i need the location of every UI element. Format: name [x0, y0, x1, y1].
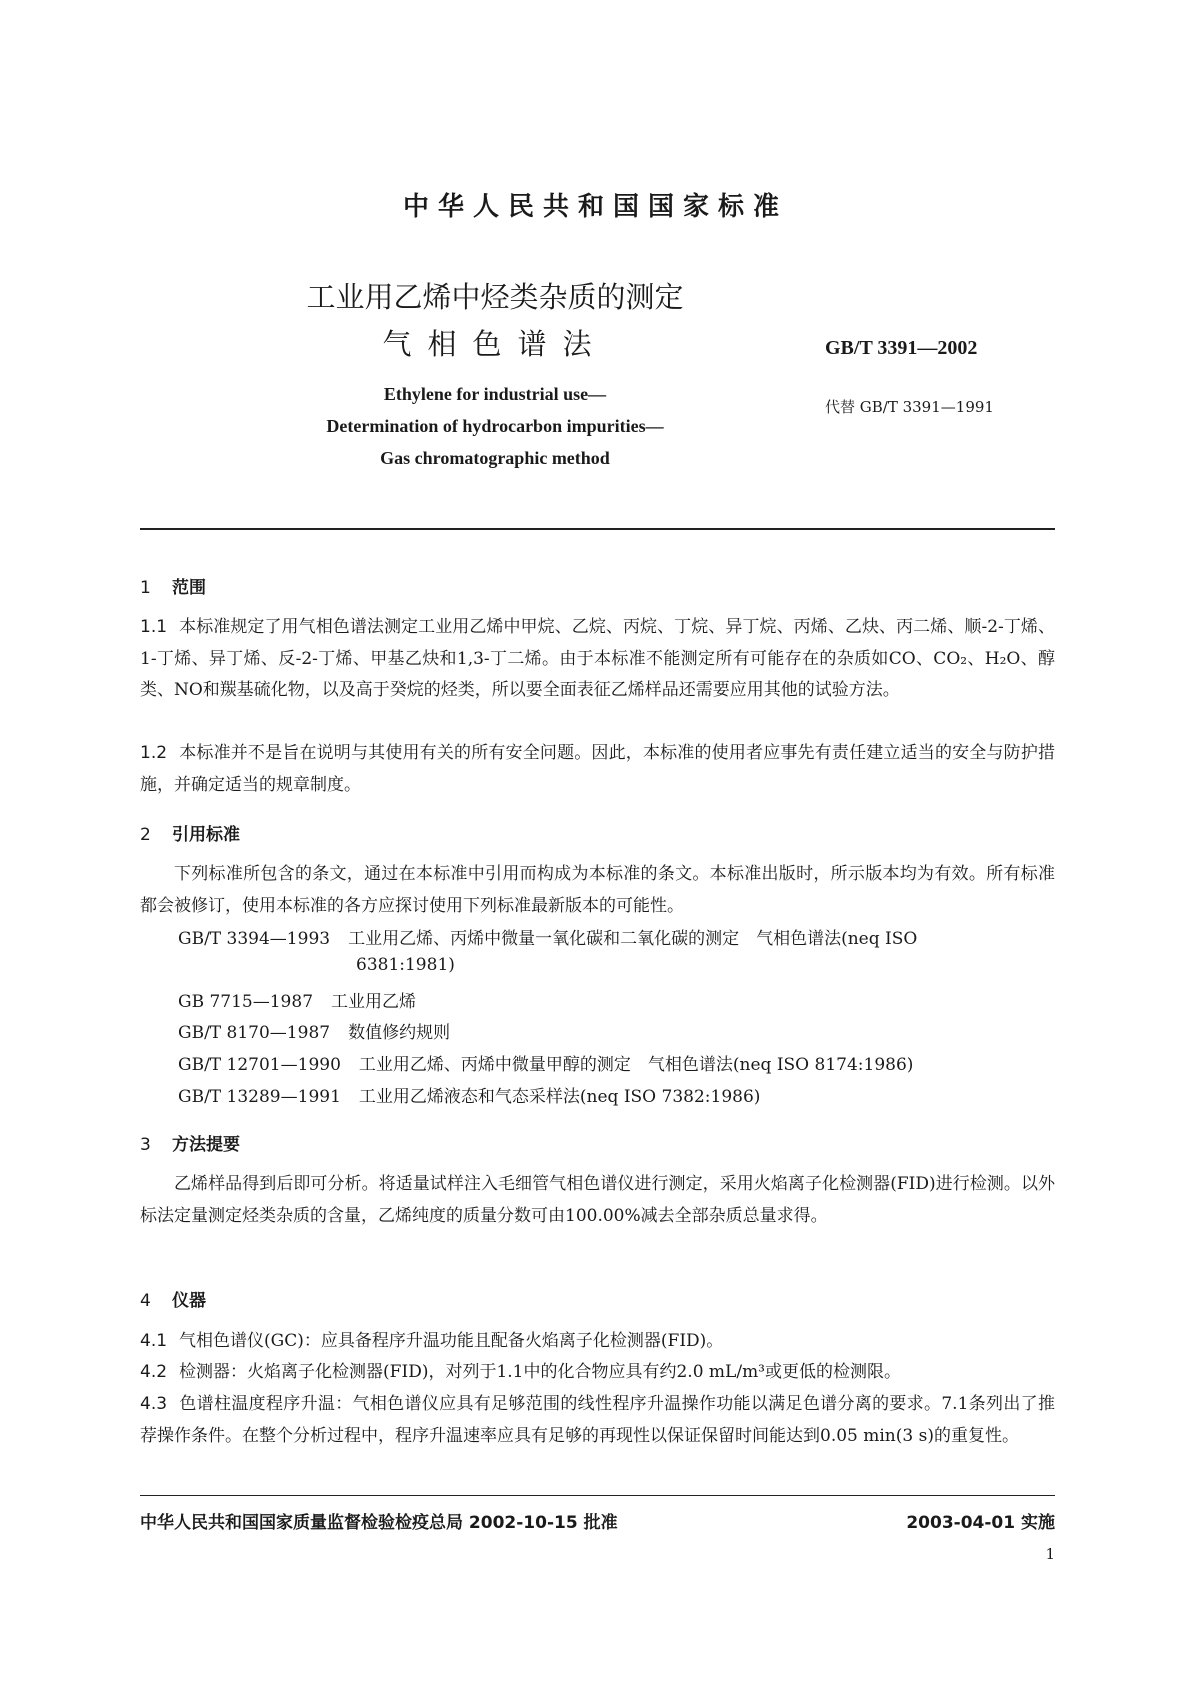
- paragraph-4-3: [140, 1389, 1055, 1452]
- clause-number: 4.3: [140, 1394, 168, 1414]
- standard-number-text: GB/T 3391—2002: [825, 337, 978, 359]
- page-number: 1: [1045, 1545, 1055, 1563]
- section-title: 范围: [172, 578, 206, 598]
- reference-item: [178, 1050, 913, 1075]
- section-3-text: 乙烯样品得到后即可分析。将适量试样注入毛细管气相色谱仪进行测定，采用火焰离子化检测器(FID)进行检测。以外标法定量测定烃类杂质的含量，乙烯纯度的质量分数可由100.00%减去全部杂质总量求得。: [140, 1174, 1055, 1226]
- replaces-standard: 代替 GB/T 3391—1991: [825, 398, 994, 416]
- section-title: 仪器: [172, 1291, 206, 1311]
- national-standard-heading: 中华人民共和国国家标准: [402, 192, 788, 222]
- footer-divider: [140, 1495, 1055, 1496]
- title-line-1: 工业用乙烯中烃类杂质的测定: [306, 280, 684, 314]
- section-4-heading: [140, 1286, 206, 1311]
- reference-item: [178, 987, 416, 1012]
- reference-title: 数值修约规则: [348, 1023, 451, 1043]
- header-divider: [140, 528, 1055, 530]
- clause-number: 4.1: [140, 1331, 168, 1351]
- english-title-line-3: Gas chromatographic method: [380, 448, 610, 468]
- english-title-line-2: Determination of hydrocarbon impurities—: [326, 416, 664, 436]
- reference-item: [178, 1082, 760, 1107]
- section-title: 引用标准: [172, 825, 240, 845]
- reference-code: GB/T 13289—1991: [178, 1087, 341, 1107]
- section-number: 3: [140, 1135, 151, 1155]
- reference-title: 工业用乙烯: [331, 992, 417, 1012]
- english-title-line-1: Ethylene for industrial use—: [383, 384, 607, 404]
- paragraph-4-2: [140, 1357, 1055, 1389]
- clause-number: 1.1: [140, 617, 168, 637]
- paragraph-1-2: [140, 738, 1055, 801]
- clause-text: 本标准并不是旨在说明与其使用有关的所有安全问题。因此，本标准的使用者应事先有责任建立适当的安全与防护措施，并确定适当的规章制度。: [140, 743, 1055, 795]
- reference-code: GB/T 8170—1987: [178, 1023, 331, 1043]
- paragraph-4-1: [140, 1326, 1055, 1358]
- reference-code: GB/T 3394—1993: [178, 929, 331, 949]
- reference-code: GB/T 12701—1990: [178, 1055, 341, 1075]
- reference-item: [178, 1018, 450, 1043]
- clause-number: 4.2: [140, 1362, 168, 1382]
- clause-text: 检测器：火焰离子化检测器(FID)，对列于1.1中的化合物应具有约2.0 mL/m³或更低的检测限。: [179, 1362, 901, 1382]
- reference-code: GB 7715—1987: [178, 992, 314, 1012]
- section-1-heading: [140, 573, 206, 598]
- section-number: 1: [140, 578, 151, 598]
- reference-title: 工业用乙烯液态和气态采样法(neq ISO 7382:1986): [358, 1087, 761, 1107]
- standard-number: [825, 335, 977, 360]
- clause-text: 色谱柱温度程序升温：气相色谱仪应具有足够范围的线性程序升温操作功能以满足色谱分离的要求。7.1条列出了推荐操作条件。在整个分析过程中，程序升温速率应具有足够的再现性以保证保留时间能达到0.05 min(3 s)的重复性。: [140, 1394, 1055, 1446]
- section-3-heading: [140, 1130, 240, 1155]
- approval-statement: 中华人民共和国国家质量监督检验检疫总局 2002-10-15 批准: [140, 1513, 618, 1533]
- reference-item: [178, 924, 917, 949]
- section-number: 2: [140, 825, 151, 845]
- clause-text: 本标准规定了用气相色谱法测定工业用乙烯中甲烷、乙烷、丙烷、丁烷、异丁烷、丙烯、乙炔、丙二烯、顺-2-丁烯、1-丁烯、异丁烯、反-2-丁烯、甲基乙炔和1,3-丁二烯。由于本标准不能测定所有可能存在的杂质如CO、CO₂、H₂O、醇类、NO和羰基硫化物，以及高于癸烷的烃类，所以要全面表征乙烯样品还需要应用其他的试验方法。: [140, 617, 1055, 700]
- clause-text: 气相色谱仪(GC)：应具备程序升温功能且配备火焰离子化检测器(FID)。: [179, 1331, 724, 1351]
- clause-number: 1.2: [140, 743, 168, 763]
- reference-title: 工业用乙烯、丙烯中微量一氧化碳和二氧化碳的测定 气相色谱法(neq ISO: [348, 929, 918, 949]
- title-line-2: 气相色谱法: [382, 327, 608, 361]
- paragraph-1-1: [140, 612, 1055, 707]
- reference-title: 工业用乙烯、丙烯中微量甲醇的测定 气相色谱法(neq ISO 8174:1986): [358, 1055, 914, 1075]
- section-number: 4: [140, 1291, 151, 1311]
- effective-date: 2003-04-01 实施: [906, 1513, 1055, 1533]
- section-title: 方法提要: [172, 1135, 240, 1155]
- section-2-intro: 下列标准所包含的条文，通过在本标准中引用而构成为本标准的条文。本标准出版时，所示版本均为有效。所有标准都会被修订，使用本标准的各方应探讨使用下列标准最新版本的可能性。: [140, 864, 1055, 916]
- section-2-heading: [140, 820, 240, 845]
- reference-continuation: 6381:1981): [356, 955, 455, 975]
